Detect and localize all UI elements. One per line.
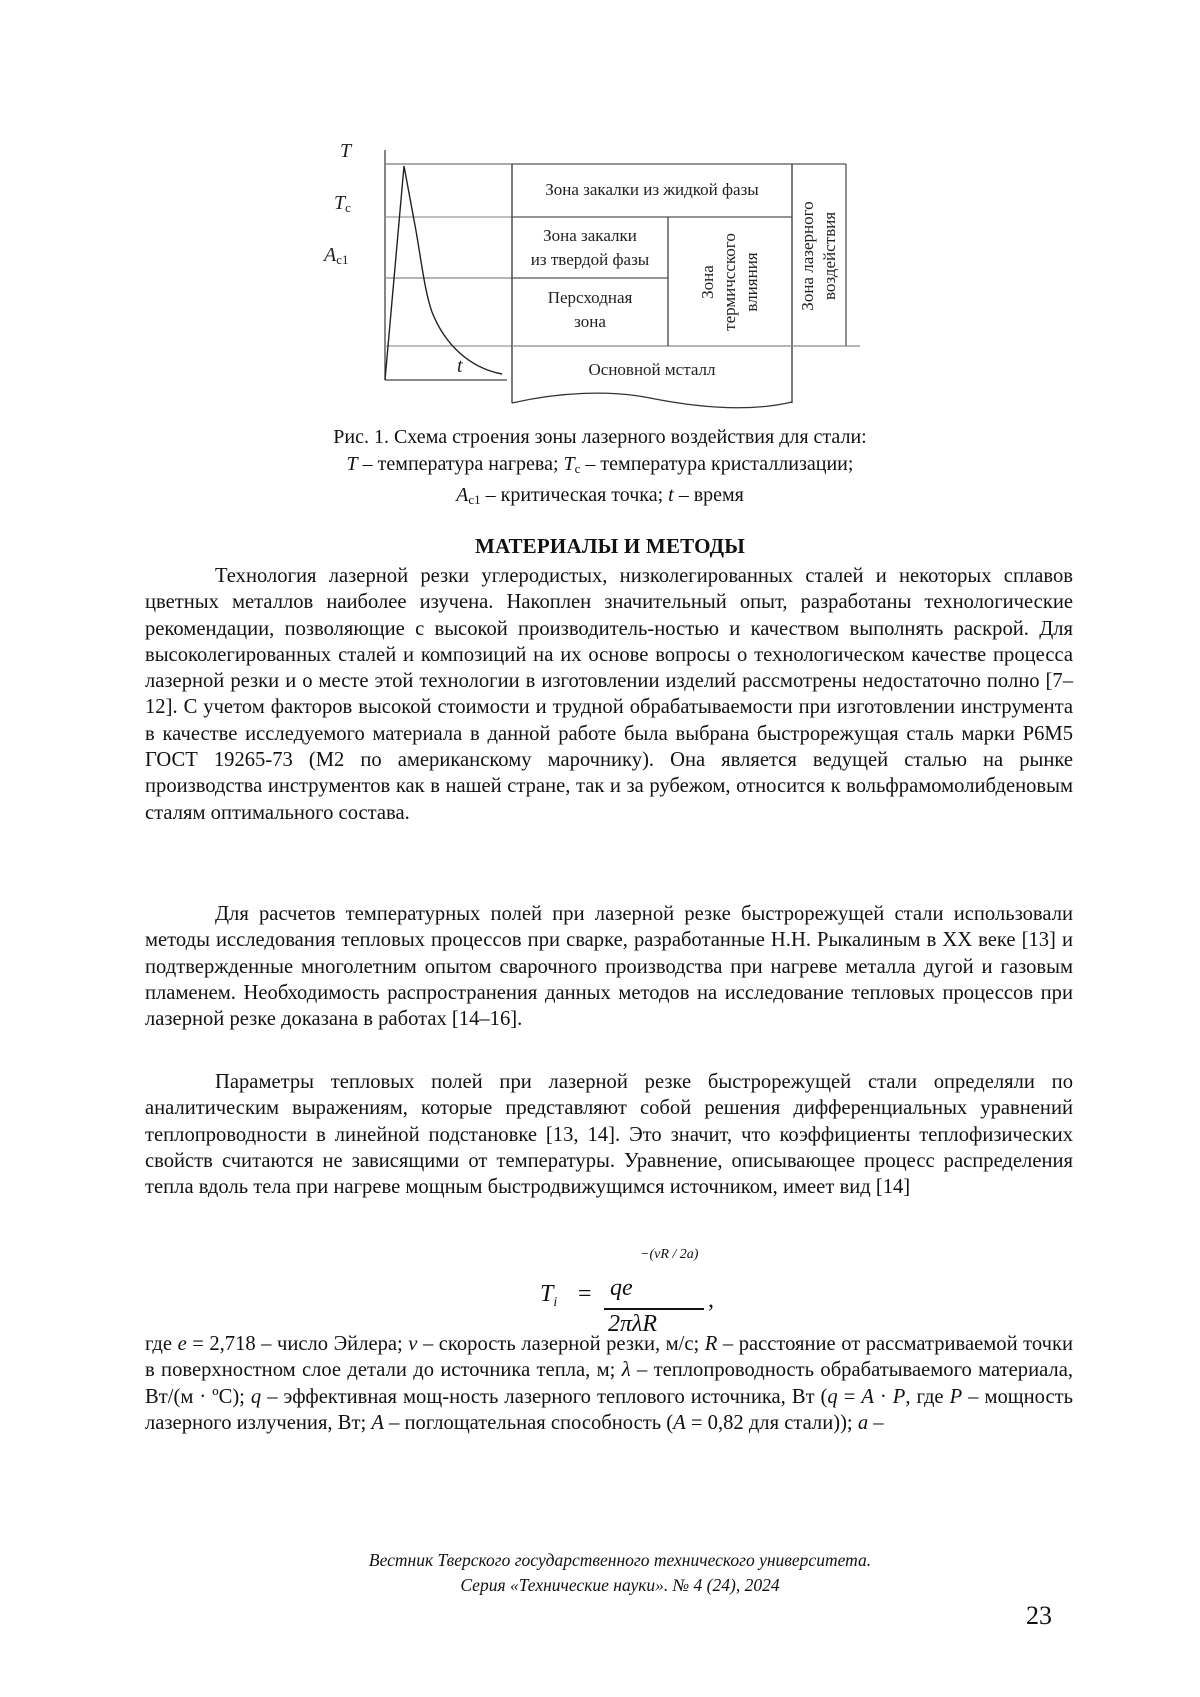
text-run: – теплопроводность обрабатываемого материала, Вт/(м · ºС); [145,1359,1073,1408]
formula-exponent: −(vR / 2a) [640,1247,699,1262]
zone-laser-line1: Зона лазерного [798,201,817,311]
formula-comma: , [708,1287,714,1313]
axis-label-Tc-sub: c [345,200,351,215]
paragraph-2-text: Для расчетов температурных полей при лазерной резке быстрорежущей стали использовали методы исследования тепловых процессов при сварке, разработанные Н.Н. Рыкалиным в XX веке [13] и подтвержденные многолетним опытом сварочного производства при нагреве металла дугой и газовым пламенем. Необходимость распространения данных методов на исследование тепловых процессов при лазерной резке доказана в работах [14–16]. [145,903,1073,1031]
caption-text: – температура кристаллизации; [580,453,854,475]
symbol-A: A [371,1411,384,1434]
caption-text: – время [673,484,744,506]
text-run: = 0,82 для стали)); [685,1411,858,1434]
symbol-lambda: λ [621,1359,631,1382]
symbol-A: A [861,1385,874,1408]
journal-line-1: Вестник Тверского государственного технического университета. [368,1550,872,1570]
caption-line-1: Рис. 1. Схема строения зоны лазерного воздействия для стали: [333,426,867,448]
figure-laser-zone-diagram [320,140,860,420]
page-number: 23 [1026,1601,1052,1630]
formula-fraction-bar [604,1308,704,1310]
zone-solid-quench-line1: Зона закалки [543,226,637,245]
axis-label-t: t [457,355,463,377]
symbol-P: P [949,1385,963,1408]
caption-symbol-t: t [668,484,674,506]
text-run: , где [905,1385,950,1408]
journal-footer [200,1548,1040,1598]
axis-label-Tc-main: T [334,192,346,214]
text-run: – скорость лазерной резки, м/с; [417,1333,705,1355]
caption-symbol-A-sub: c1 [468,492,481,507]
zone-laser-line2: воздействия [820,211,839,301]
formula-lhs-sub: i [553,1295,558,1310]
formula-lhs-symbol: T [540,1281,554,1307]
temperature-curve [385,166,502,380]
symbol-P: P [892,1385,906,1408]
text-run: – мощность лазерного излучения, Вт; [145,1385,1073,1434]
zone-solid-quench [512,224,668,272]
zone-transition-line2: зона [574,312,606,331]
caption-symbol-T: T [346,453,358,475]
zone-solid-quench-line2: из твердой фазы [530,250,650,269]
zone-thermal-influence [697,222,763,342]
paragraph-4-text [145,1331,1073,1436]
equation-temperature [540,1245,740,1345]
section-heading: МАТЕРИАЛЫ И МЕТОДЫ [474,534,746,558]
text-run: – эффективная мощ-ность лазерного теплового источника, Вт ( [261,1385,828,1408]
paragraph-3 [145,1069,1073,1200]
text-run: = [837,1385,862,1408]
formula-lhs [540,1281,557,1311]
caption-line-2 [150,451,1050,482]
symbol-q: q [827,1385,838,1408]
paragraph-2 [145,901,1073,1032]
journal-line-2: Серия «Технические науки». № 4 (24), 2024 [460,1575,780,1595]
axis-label-Tc [334,192,351,216]
formula-numerator: qe [610,1275,633,1301]
zone-thermal-line3: влияния [742,252,761,312]
symbol-A: A [673,1411,686,1434]
caption-symbol-A: A [456,484,469,506]
axis-label-T: T [340,140,352,162]
paragraph-4-definitions [145,1331,1073,1436]
zone-thermal-line1: Зона [698,265,717,299]
paragraph-1-text: Технология лазерной резки углеродистых, низколегированных сталей и некоторых сплавов цветных металлов наиболее изучена. Накоплен значительный опыт, разработаны технологические рекомендации, позволяющие с высокой производитель-ностью и качеством выполнять раскрой. Для высоколегированных сталей и композиций на их основе вопросы о технологическом качестве процесса лазерной резки и о месте этой технологии в изготовлении изделий рассмотрены недостаточно полно [7–12]. С учетом факторов высокой стоимости и трудной обрабатываемости при изготовлении инструмента в качестве исследуемого материала в данной работе была выбрана быстрорежущая сталь марки Р6М5 ГОСТ 19265-73 (М2 по американскому марочнику). Она является ведущей сталью на рынке производства инструментов как в нашей стране, так и за рубежом, относится к вольфрамомолибденовым сталям оптимального состава. [145,565,1073,824]
symbol-R: R [704,1333,718,1355]
symbol-e: e [177,1333,187,1355]
caption-line-3 [150,482,1050,513]
text-run: = 2,718 – число Эйлера; [186,1333,409,1355]
zone-laser-impact [797,195,841,317]
paragraph-1 [145,563,1073,826]
caption-text: – температура нагрева; [357,453,564,475]
symbol-q: q [250,1385,262,1408]
text-run: – [868,1411,884,1434]
zone-liquid-quench: Зона закалки из жидкой фазы [545,180,759,199]
symbol-a: a [857,1411,869,1434]
zone-transition-line1: Персходная [547,288,633,307]
formula-equals: = [578,1281,592,1307]
zone-thermal-line2: термичсского [720,233,739,331]
text-run: – расстояние от рассматриваемой точки в поверхностном слое детали до источника тепла, м; [145,1333,1073,1382]
text-run: – поглощательная способность ( [383,1411,674,1434]
text-run: где [145,1333,178,1355]
axis-label-Ac1 [324,244,349,268]
symbol-v: v [408,1333,418,1355]
formula-denominator: 2πλR [608,1311,658,1337]
axis-label-Ac1-main: A [324,244,337,266]
text-run: · [873,1385,893,1408]
figure-caption [150,424,1050,513]
caption-symbol-Tc: T [563,453,575,475]
zone-transition [512,286,668,334]
caption-symbol-Tc-sub: c [574,461,581,476]
axis-label-Ac1-sub: c1 [336,252,349,267]
zone-base-metal: Основной мсталл [588,360,716,379]
caption-text: – критическая точка; [480,484,669,506]
paragraph-3-text: Параметры тепловых полей при лазерной резке быстрорежущей стали определяли по аналитическим выражениям, которые представляют собой решения дифференциальных уравнений теплопроводности в линейной подстановке [13, 14]. Это значит, что коэффициенты теплофизических свойств считаются не зависящими от температуры. Уравнение, описывающее процесс распределения тепла вдоль тела при нагреве мощным быстродвижущимся источником, имеет вид [14] [145,1071,1073,1199]
